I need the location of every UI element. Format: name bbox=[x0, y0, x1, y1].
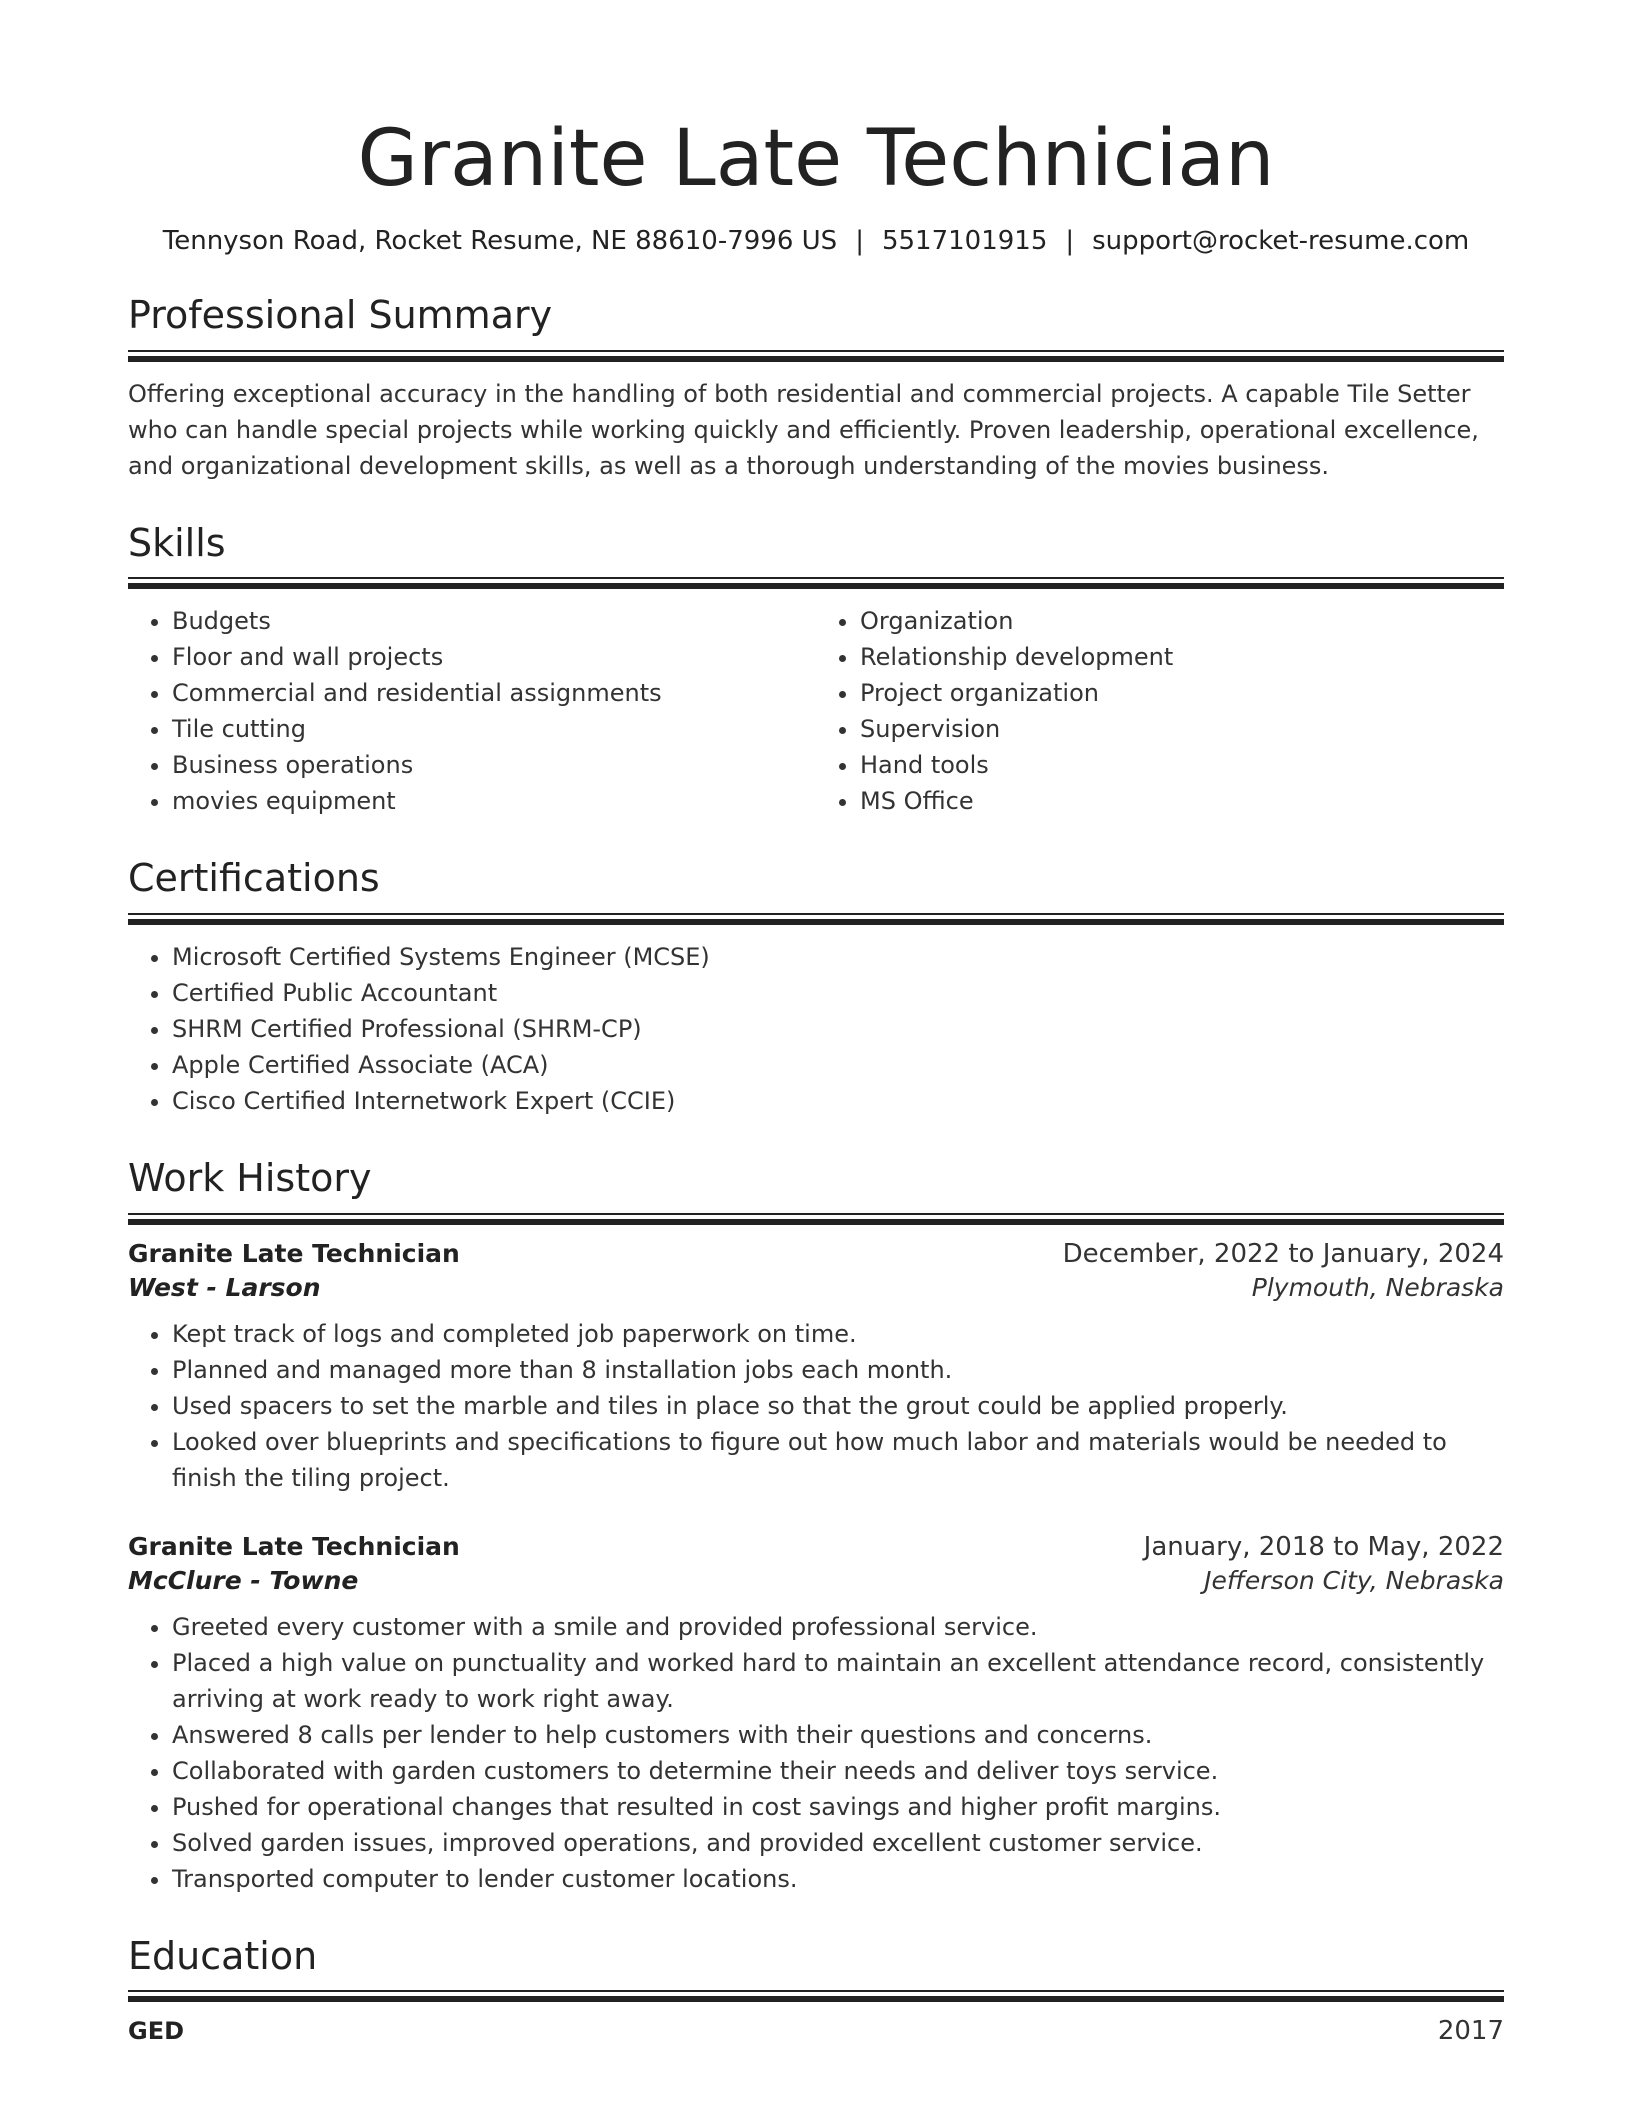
skills-grid bbox=[128, 603, 1504, 819]
job-dates: December, 2022 to January, 2024 bbox=[1062, 1238, 1504, 1269]
section-divider bbox=[128, 577, 1504, 589]
certifications-list bbox=[128, 939, 1504, 1119]
skills-section bbox=[128, 522, 1504, 820]
summary-heading: Professional Summary bbox=[128, 293, 553, 337]
job-duty: • Solved garden issues, improved operations, and provided excellent customer service. bbox=[172, 1825, 1504, 1861]
skill-item: • Business operations bbox=[172, 747, 816, 783]
job-title: Granite Late Technician bbox=[128, 1238, 460, 1268]
job-dates: January, 2018 to May, 2022 bbox=[1143, 1531, 1504, 1562]
skill-item: • Hand tools bbox=[860, 747, 1504, 783]
education-entry bbox=[128, 2016, 1504, 2046]
summary-text: Offering exceptional accuracy in the handling of both residential and commercial projects. A capable Tile Setter who can handle special projects while working quickly and efficiently. Proven leadership, operational excellence, and organizational development skills, as well as a thorough understanding of the movies business. bbox=[128, 379, 1479, 480]
skill-item: • movies equipment bbox=[172, 783, 816, 819]
skill-item: • Relationship development bbox=[860, 639, 1504, 675]
certifications-section bbox=[128, 857, 1504, 1119]
job-company: West - Larson bbox=[128, 1272, 321, 1302]
job-entry bbox=[128, 1239, 1504, 1496]
job-duty: • Pushed for operational changes that resulted in cost savings and higher profit margins. bbox=[172, 1789, 1504, 1825]
skill-item: • Floor and wall projects bbox=[172, 639, 816, 675]
section-divider bbox=[128, 1213, 1504, 1225]
education-degree: GED bbox=[128, 2017, 185, 2046]
job-duty: • Looked over blueprints and specifications to figure out how much labor and materials would be needed to finish the tiling project. bbox=[172, 1424, 1504, 1496]
job-location: Plymouth, Nebraska bbox=[1251, 1272, 1504, 1302]
skills-heading: Skills bbox=[128, 520, 226, 565]
job-entry bbox=[128, 1532, 1504, 1897]
education-year: 2017 bbox=[1437, 2016, 1504, 2047]
job-duties-list bbox=[128, 1316, 1504, 1496]
section-divider bbox=[128, 913, 1504, 925]
certification-item: • Cisco Certified Internetwork Expert (CCIE) bbox=[172, 1083, 1504, 1119]
candidate-name: Granite Late Technician bbox=[357, 114, 1275, 204]
job-company-row bbox=[128, 1566, 1504, 1595]
contact-separator: | bbox=[855, 226, 864, 256]
job-duty: • Greeted every customer with a smile and provided professional service. bbox=[172, 1609, 1504, 1645]
skill-item: • Budgets bbox=[172, 603, 816, 639]
section-divider bbox=[128, 350, 1504, 362]
job-duty: • Planned and managed more than 8 installation jobs each month. bbox=[172, 1352, 1504, 1388]
skill-item: • Commercial and residential assignments bbox=[172, 675, 816, 711]
contact-separator: | bbox=[1065, 226, 1075, 256]
skill-item: • Project organization bbox=[860, 675, 1504, 711]
certification-item: • Certified Public Accountant bbox=[172, 975, 1504, 1011]
section-divider bbox=[128, 1990, 1504, 2002]
work-history-section bbox=[128, 1157, 1504, 1897]
job-duty: • Used spacers to set the marble and tiles in place so that the grout could be applied properly. bbox=[172, 1388, 1504, 1424]
job-company-row bbox=[128, 1273, 1504, 1302]
certification-item: • Microsoft Certified Systems Engineer (MCSE) bbox=[172, 939, 1504, 975]
contact-line bbox=[128, 226, 1504, 256]
job-company: McClure - Towne bbox=[128, 1565, 359, 1595]
skill-item: • Organization bbox=[860, 603, 1504, 639]
certifications-heading: Certifications bbox=[128, 856, 380, 901]
job-duty: • Kept track of logs and completed job paperwork on time. bbox=[172, 1316, 1504, 1352]
job-location: Jefferson City, Nebraska bbox=[1204, 1565, 1504, 1595]
job-duty: • Transported computer to lender customer locations. bbox=[172, 1861, 1504, 1897]
job-title: Granite Late Technician bbox=[128, 1531, 460, 1561]
job-duties-list bbox=[128, 1609, 1504, 1897]
certification-item: • SHRM Certified Professional (SHRM-CP) bbox=[172, 1011, 1504, 1047]
job-duty: • Collaborated with garden customers to determine their needs and deliver toys service. bbox=[172, 1753, 1504, 1789]
skill-item: • MS Office bbox=[860, 783, 1504, 819]
education-heading: Education bbox=[128, 1933, 318, 1978]
job-duty: • Answered 8 calls per lender to help customers with their questions and concerns. bbox=[172, 1717, 1504, 1753]
education-section bbox=[128, 1935, 1504, 2047]
skill-item: • Tile cutting bbox=[172, 711, 816, 747]
job-duty: • Placed a high value on punctuality and worked hard to maintain an excellent attendance record, consistently arriving at work ready to work right away. bbox=[172, 1645, 1504, 1717]
job-header-row bbox=[128, 1532, 1504, 1562]
skills-list-right bbox=[816, 603, 1504, 819]
skills-list-left bbox=[128, 603, 816, 819]
certification-item: • Apple Certified Associate (ACA) bbox=[172, 1047, 1504, 1083]
skill-item: • Supervision bbox=[860, 711, 1504, 747]
contact-email: support@rocket-resume.com bbox=[1092, 226, 1470, 256]
summary-section bbox=[128, 294, 1504, 484]
job-header-row bbox=[128, 1239, 1504, 1269]
contact-phone: 5517101915 bbox=[881, 226, 1048, 256]
contact-address: Tennyson Road, Rocket Resume, NE 88610-7996 US bbox=[162, 226, 838, 256]
work-history-heading: Work History bbox=[128, 1156, 372, 1201]
